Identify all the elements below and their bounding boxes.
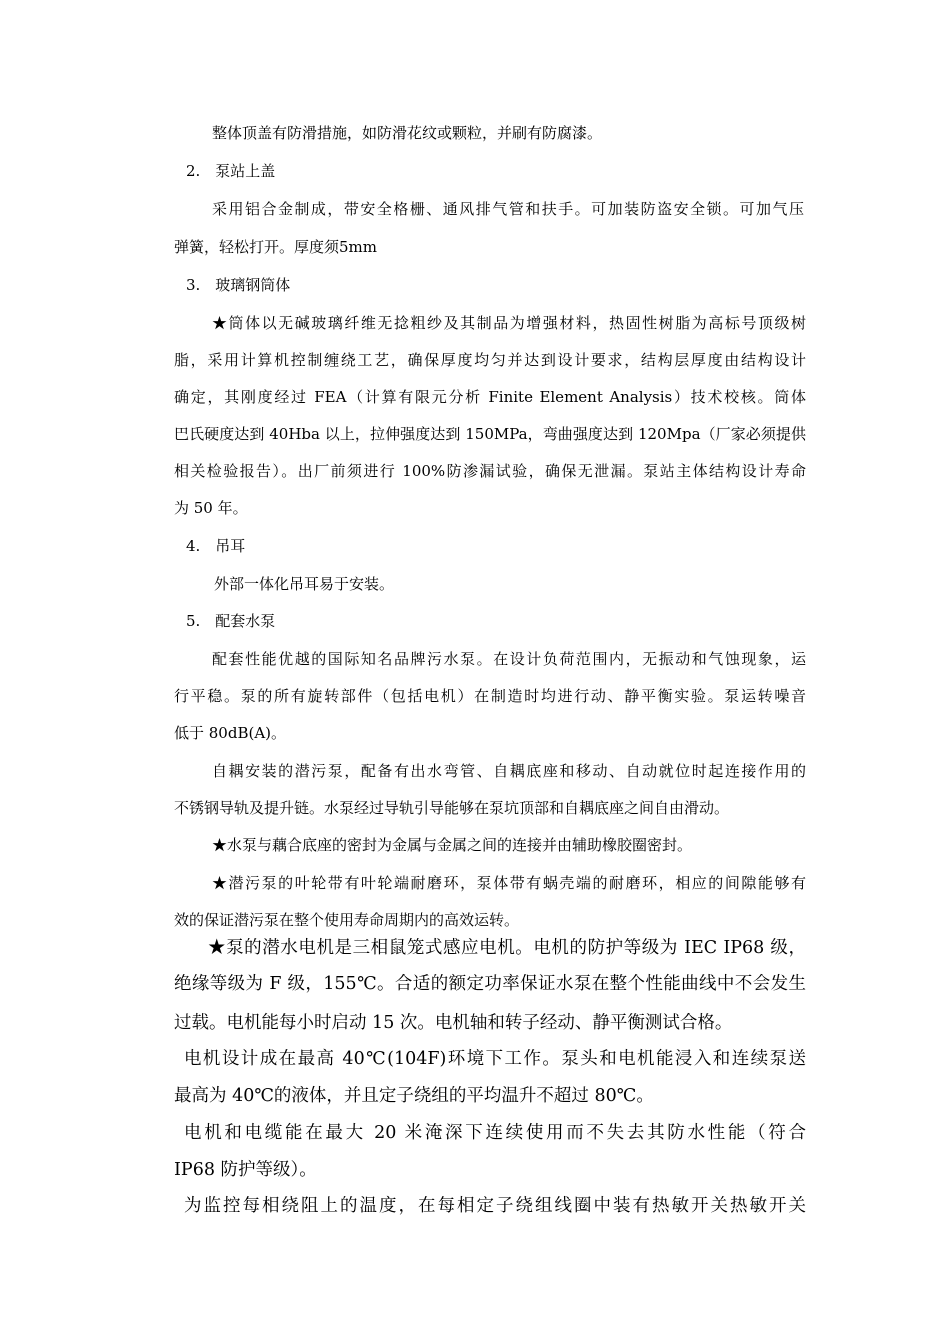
paragraph-line: 确定，其刚度经过 FEA（计算有限元分析 Finite Element Analysis）技术校核。筒体 <box>174 388 806 406</box>
paragraph-line: 最高为 40℃的液体，并且定子绕组的平均温升不超过 80℃。 <box>174 1086 654 1106</box>
paragraph-line: ★水泵与藕合底座的密封为金属与金属之间的连接并由辅助橡胶圈密封。 <box>212 836 693 854</box>
paragraph-line: 整体顶盖有防滑措施，如防滑花纹或颗粒，并刷有防腐漆。 <box>212 124 603 142</box>
paragraph-line: 巴氏硬度达到 40Hba 以上，拉伸强度达到 150MPa，弯曲强度达到 120Mpa（厂家必须提供 <box>174 425 806 443</box>
section-heading-frp-shell: 3. 玻璃钢筒体 <box>186 276 291 294</box>
paragraph-line: 弹簧，轻松打开。厚度须5mm <box>174 238 377 256</box>
paragraph-line: 过载。电机能每小时启动 15 次。电机轴和转子经动、静平衡测试合格。 <box>174 1013 733 1033</box>
paragraph-line: 为 50 年。 <box>174 499 248 517</box>
paragraph-line: 自耦安装的潜污泵，配备有出水弯管、自耦底座和移动、自动就位时起连接作用的 <box>212 762 806 780</box>
paragraph-line: 外部一体化吊耳易于安装。 <box>214 575 395 593</box>
paragraph-line: 脂，采用计算机控制缠绕工艺，确保厚度均匀并达到设计要求，结构层厚度由结构设计 <box>174 351 806 369</box>
paragraph-line: 行平稳。泵的所有旋转部件（包括电机）在制造时均进行动、静平衡实验。泵运转噪音 <box>174 687 806 705</box>
paragraph-line: IP68 防护等级）。 <box>174 1160 317 1180</box>
paragraph-line: ★筒体以无碱玻璃纤维无捻粗纱及其制品为增强材料，热固性树脂为高标号顶级树 <box>212 314 806 332</box>
paragraph-line: ★泵的潜水电机是三相鼠笼式感应电机。电机的防护等级为 IEC IP68 级， <box>208 938 806 958</box>
section-heading-pump-station-cover: 2. 泵站上盖 <box>186 162 276 180</box>
section-heading-pump: 5. 配套水泵 <box>186 612 276 630</box>
section-heading-lifting-lug: 4. 吊耳 <box>186 537 246 555</box>
paragraph-line: 效的保证潜污泵在整个使用寿命周期内的高效运转。 <box>174 911 520 929</box>
paragraph-line: 低于 80dB(A)。 <box>174 724 287 742</box>
paragraph-line: 采用铝合金制成，带安全格栅、通风排气管和扶手。可加装防盗安全锁。可加气压 <box>212 200 804 218</box>
paragraph-line: 电机设计成在最高 40℃(104F)环境下工作。泵头和电机能浸入和连续泵送 <box>184 1049 806 1069</box>
paragraph-line: ★潜污泵的叶轮带有叶轮端耐磨环，泵体带有蜗壳端的耐磨环，相应的间隙能够有 <box>212 874 806 892</box>
paragraph-line: 电机和电缆能在最大 20 米淹深下连续使用而不失去其防水性能（符合 <box>184 1123 806 1143</box>
paragraph-line: 配套性能优越的国际知名品牌污水泵。在设计负荷范围内，无振动和气蚀现象，运 <box>212 650 806 668</box>
paragraph-line: 相关检验报告）。出厂前须进行 100%防渗漏试验，确保无泄漏。泵站主体结构设计寿命 <box>174 462 806 480</box>
paragraph-line: 绝缘等级为 F 级，155℃。合适的额定功率保证水泵在整个性能曲线中不会发生 <box>174 974 806 994</box>
paragraph-line: 不锈钢导轨及提升链。水泵经过导轨引导能够在泵坑顶部和自耦底座之间自由滑动。 <box>174 799 730 817</box>
paragraph-line: 为监控每相绕阻上的温度，在每相定子绕组线圈中装有热敏开关热敏开关 <box>184 1196 806 1216</box>
